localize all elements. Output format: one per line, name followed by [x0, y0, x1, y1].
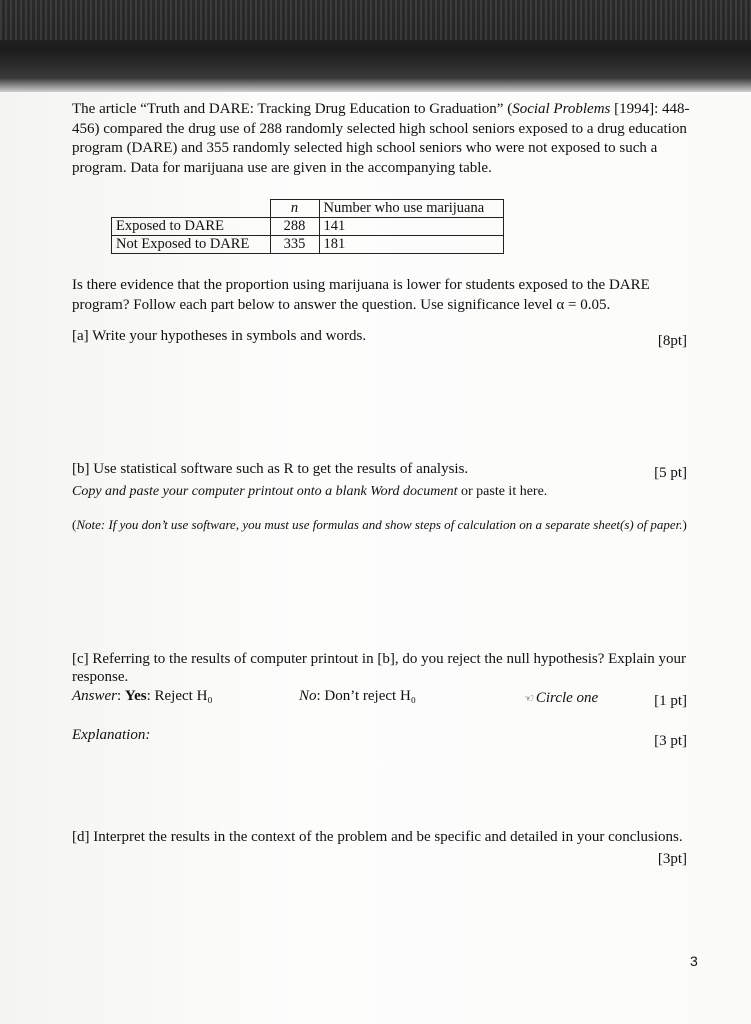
question-line-1: Is there evidence that the proportion using marijuana is lower for students exposed to the DARE	[72, 277, 650, 293]
part-b-note	[72, 515, 687, 534]
yes-option[interactable]: Yes	[124, 688, 147, 704]
part-a-points: [8pt]	[657, 333, 687, 349]
answer-label: Answer	[72, 688, 117, 704]
row-label: Not Exposed to DARE	[112, 236, 271, 254]
explanation-label: Explanation:	[72, 727, 151, 743]
part-c-points-2: [3 pt]	[654, 733, 687, 749]
pointing-hand-icon: ☜	[523, 693, 533, 705]
row-count: 141	[319, 218, 503, 236]
dark-binder-edge	[0, 0, 751, 92]
row-n: 335	[270, 236, 319, 254]
row-n: 288	[270, 218, 319, 236]
row-count: 181	[319, 236, 503, 254]
no-option: No	[299, 688, 317, 704]
binder-texture	[0, 0, 751, 40]
part-c-prompt-2: response.	[72, 669, 129, 685]
instruction-italic: Copy and paste your computer printout onto a blank Word document	[72, 484, 458, 499]
part-d-points: [3pt]	[657, 851, 687, 867]
no-choice[interactable]	[299, 687, 416, 706]
row-label: Exposed to DARE	[112, 218, 271, 236]
intro-text-1: The article “Truth and DARE: Tracking Drug Education to Graduation” (	[72, 101, 513, 117]
page-number: 3	[690, 953, 698, 969]
intro-paragraph	[72, 100, 690, 178]
column-header-n: n	[270, 200, 319, 218]
table-row	[112, 218, 504, 236]
part-c-points-1: [1 pt]	[654, 693, 687, 709]
part-b-points: [5 pt]	[654, 465, 687, 481]
question-line-2: program? Follow each part below to answer the question. Use significance level α = 0.05.	[72, 297, 611, 313]
circle-one-text: Circle one	[535, 690, 599, 706]
marijuana-data-table	[111, 199, 504, 254]
note-close: )	[682, 517, 687, 532]
note-text: Note: If you don’t use software, you must use formulas and show steps of calculation on a separate sheet(s) of paper.	[76, 517, 683, 532]
part-d-prompt: [d] Interpret the results in the context of the problem and be specific and detailed in your conclusions.	[72, 829, 683, 845]
part-a-prompt: [a] Write your hypotheses in symbols and words.	[72, 328, 367, 344]
instruction-rest: or paste it here.	[457, 484, 548, 499]
note-open: (	[72, 517, 77, 532]
table-header-row	[112, 200, 504, 218]
part-c-prompt-1: [c] Referring to the results of computer printout in [b], do you reject the null hypothesis? Explain your	[72, 651, 687, 667]
table-row	[112, 236, 504, 254]
intro-text-2: [1994]: 448-456) compared the drug use of 288 randomly selected high school seniors exposed to a drug education program (DARE) and 355 randomly selected high school seniors who were not exposed to such a program. Data for marijuana use are given in the accompanying table.	[72, 101, 690, 176]
answer-row: Answer: Yes: Reject H₀	[72, 688, 213, 704]
part-b-prompt: [b] Use statistical software such as R to get the results of analysis.	[72, 461, 469, 477]
journal-name: Social Problems	[512, 101, 611, 117]
yes-text: : Reject H₀	[146, 688, 213, 704]
column-header-count: Number who use marijuana	[319, 200, 503, 218]
no-text: : Don’t reject H₀	[316, 688, 417, 704]
table-corner-cell	[112, 200, 271, 218]
circle-one-instruction	[523, 689, 598, 709]
part-b-instruction	[72, 482, 547, 501]
